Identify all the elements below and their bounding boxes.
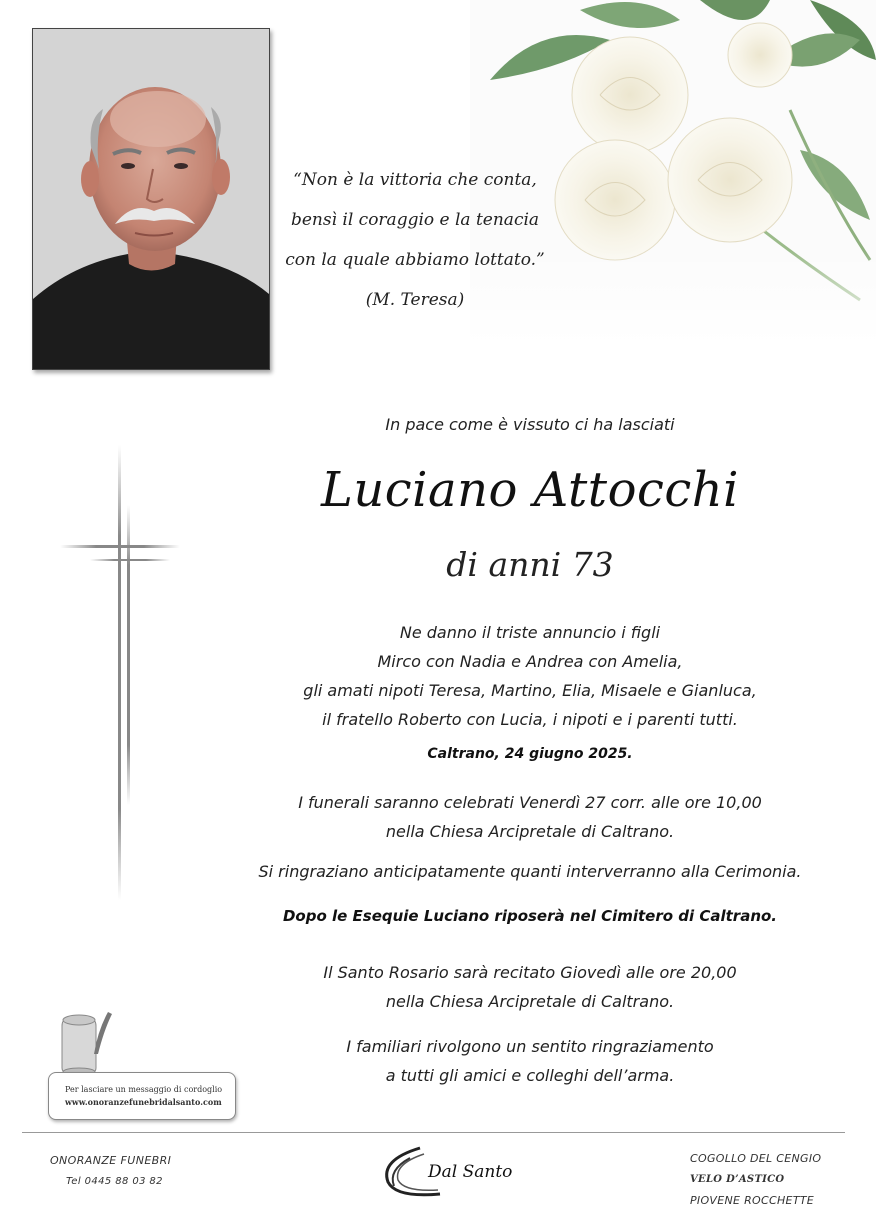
rosary-line: Il Santo Rosario sarà recitato Giovedì alle ore 20,00 — [323, 963, 737, 982]
cross-icon — [55, 445, 185, 905]
quote-author: (M. Teresa) — [365, 290, 465, 310]
footer-company-title: ONORANZE FUNEBRI — [50, 1154, 172, 1167]
family-line: Ne danno il triste annuncio i figli — [399, 623, 661, 642]
rosary-info — [230, 958, 830, 1016]
quote-line: “Non è la vittoria che conta, — [293, 170, 537, 190]
portrait-illustration — [33, 29, 269, 369]
family-announcement — [230, 618, 830, 734]
burial-info: Dopo le Esequie Luciano riposerà nel Cimitero di Caltrano. — [282, 907, 778, 925]
intro-line: In pace come è vissuto ci ha lasciati — [385, 415, 675, 434]
condolence-text: Per lasciare un messaggio di cordoglio — [65, 1085, 223, 1094]
thanks-line: a tutti gli amici e colleghi dell’arma. — [385, 1066, 675, 1085]
family-line: il fratello Roberto con Lucia, i nipoti e i parenti tutti. — [322, 710, 738, 729]
family-line: Mirco con Nadia e Andrea con Amelia, — [377, 652, 683, 671]
deceased-photo — [32, 28, 270, 370]
rosary-line: nella Chiesa Arcipretale di Caltrano. — [385, 992, 675, 1011]
scroll-quill-icon — [58, 1010, 118, 1074]
condolence-link-box[interactable] — [48, 1072, 236, 1120]
place-date: Caltrano, 24 giugno 2025. — [427, 746, 633, 762]
condolence-url[interactable]: www.onoranzefunebridalsanto.com — [65, 1097, 222, 1107]
funeral-line: nella Chiesa Arcipretale di Caltrano. — [385, 822, 675, 841]
quote-line: bensì il coraggio e la tenacia — [290, 210, 540, 230]
funeral-line: I funerali saranno celebrati Venerdì 27 corr. alle ore 10,00 — [298, 793, 762, 812]
thanks-line: I familiari rivolgono un sentito ringraziamento — [346, 1037, 714, 1056]
funeral-info — [230, 788, 830, 846]
thanks-attendees: Si ringraziano anticipatamente quanti interverranno alla Cerimonia. — [258, 862, 802, 881]
memorial-quote — [280, 160, 550, 320]
family-thanks — [230, 1032, 830, 1090]
footer-company — [50, 1150, 171, 1192]
footer-locations — [690, 1148, 821, 1211]
location-line: VELO D’ASTICO — [690, 1174, 785, 1185]
footer-divider — [22, 1132, 845, 1133]
deceased-name: Luciano Attocchi — [320, 462, 740, 518]
deceased-age: di anni 73 — [446, 545, 614, 584]
quote-line: con la quale abbiamo lottato.” — [285, 250, 545, 270]
logo-wordmark: Dal Santo — [428, 1162, 513, 1182]
footer-phone: Tel 0445 88 03 82 — [66, 1176, 163, 1187]
location-line: COGOLLO DEL CENGIO — [690, 1152, 822, 1165]
location-line: PIOVENE ROCCHETTE — [690, 1194, 815, 1207]
family-line: gli amati nipoti Teresa, Martino, Elia, Misaele e Gianluca, — [303, 681, 757, 700]
